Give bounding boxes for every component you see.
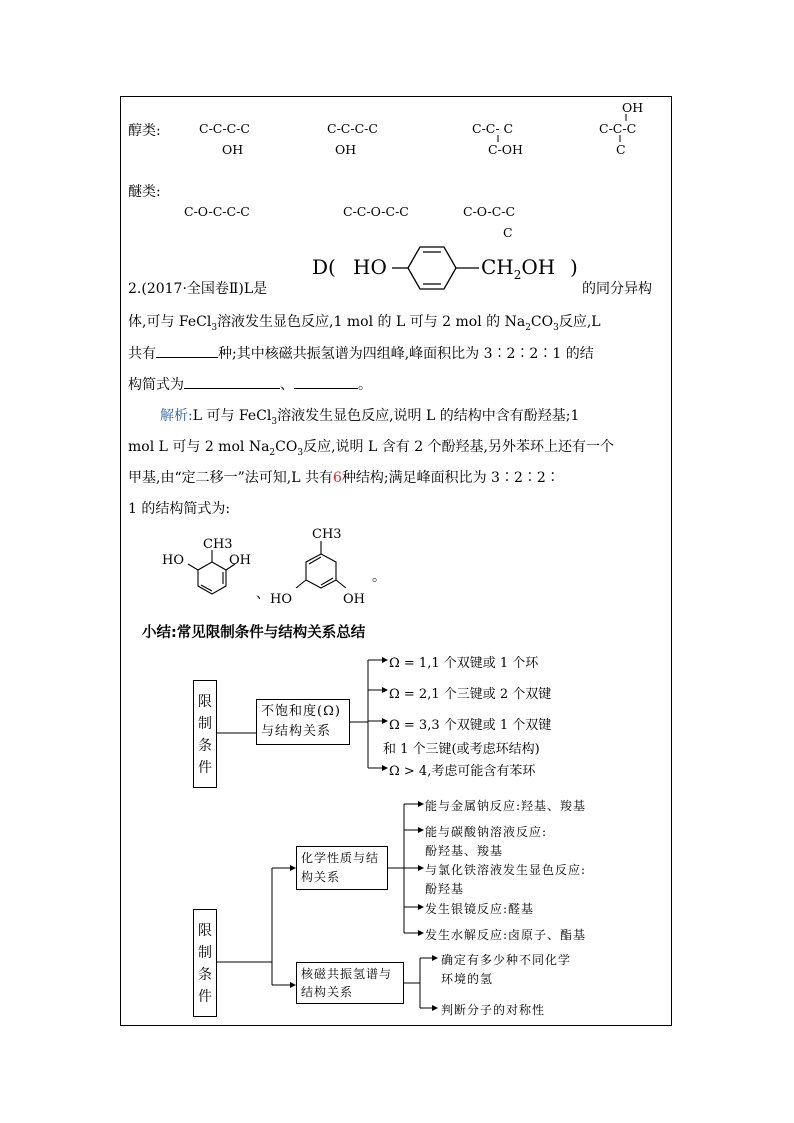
diagram2-node-a-label: 化学性质与结构关系 bbox=[301, 851, 380, 884]
analysis-line-1: 解析:L 可与 FeCl$_3$溶液发生显色反应,说明 L 的结构中含有酚羟基;1 bbox=[160, 408, 580, 427]
alcohol-formula-4-sub: C bbox=[616, 142, 626, 157]
structure-ch2oh: $CH_2OH$ bbox=[481, 255, 556, 282]
alcohols-label: 醇类: bbox=[128, 123, 161, 139]
struct2-oh-left: HO bbox=[270, 592, 292, 607]
struct-end: 。 bbox=[372, 569, 386, 585]
diagram2-item-b2: 环境的氢 bbox=[441, 972, 494, 986]
question-line-2: 体,可与 FeCl$_3$溶液发生显色反应,1 mol 的 L 可与 2 mol 的 $Na_2CO_3$反应,L bbox=[128, 314, 601, 333]
alcohol-formula-1: C-C-C-C bbox=[199, 121, 250, 136]
struct1-oh-left: HO bbox=[162, 553, 184, 568]
diagram1-item-1: Ω = 1,1 个双键或 1 个环 bbox=[389, 656, 539, 671]
struct1-oh-right: OH bbox=[229, 553, 251, 568]
alcohol-formula-3: C-C- C bbox=[472, 121, 514, 136]
analysis-label: 解析: bbox=[160, 408, 193, 424]
struct1-ch3: CH3 bbox=[203, 537, 233, 552]
diagram2-item-b3: 判断分子的对称性 bbox=[441, 1003, 546, 1017]
diagram2-item-a6: 发生银镜反应:醛基 bbox=[425, 902, 535, 916]
diagram2-item-a7: 发生水解反应:卤原子、酯基 bbox=[425, 928, 587, 942]
diagram1-item-4: 和 1 个三键(或考虑环结构) bbox=[383, 742, 540, 757]
ether-formula-3-sub: C bbox=[503, 225, 513, 240]
ether-formula-1: C-O-C-C-C bbox=[184, 204, 250, 219]
question-suffix: 的同分异构 bbox=[582, 281, 652, 297]
struct-separator: 、 bbox=[256, 586, 270, 602]
ether-formula-3: C-O-C-C bbox=[463, 204, 516, 219]
question-prefix: 2.(2017·全国卷Ⅱ)L是 bbox=[128, 281, 268, 297]
analysis-line-2: mol L 可与 2 mol $Na_2CO_3$反应,说明 L 含有 2 个酚羟基,另外苯环上还有一个 bbox=[128, 439, 614, 458]
question-line-3: 共有 种;其中核磁共振氢谱为四组峰,峰面积比为 3∶2∶2∶1 的结 bbox=[128, 342, 594, 363]
diagram2-node-b-label: 核磁共振氢谱与结构关系 bbox=[301, 967, 393, 999]
structure-close: ) bbox=[570, 255, 578, 279]
diagram1-item-3: Ω = 3,3 个双键或 1 个双键 bbox=[389, 718, 552, 733]
summary-title: 小结:常见限制条件与结构关系总结 bbox=[142, 625, 366, 641]
diagram1-item-2: Ω = 2,1 个三键或 2 个双键 bbox=[389, 687, 552, 702]
alcohol-formula-2-sub: OH bbox=[335, 142, 357, 157]
structure-ho: HO bbox=[353, 255, 387, 279]
diagram2-item-a5: 酚羟基 bbox=[425, 882, 465, 896]
alcohol-formula-4: C-C-C bbox=[599, 121, 637, 136]
struct2-oh-right: OH bbox=[343, 592, 365, 607]
alcohol-formula-4-top: OH bbox=[622, 100, 644, 115]
alcohol-formula-2: C-C-C-C bbox=[327, 121, 378, 136]
struct2-ch3: CH3 bbox=[312, 527, 342, 542]
ethers-label: 醚类: bbox=[128, 184, 161, 200]
question-line-4: 构简式为 、 。 bbox=[128, 373, 372, 394]
answer-count: 6 bbox=[332, 470, 342, 486]
diagram1-node-label: 不饱和度(Ω)与结构关系 bbox=[261, 704, 341, 739]
diagram2-item-a4: 与氯化铁溶液发生显色反应: bbox=[425, 863, 587, 877]
diagram2-item-a3: 酚羟基、羧基 bbox=[425, 844, 504, 858]
alcohol-formula-3-sub: C-OH bbox=[488, 142, 523, 157]
diagram1-item-5: Ω > 4,考虑可能含有苯环 bbox=[389, 764, 536, 779]
ether-formula-2: C-C-O-C-C bbox=[343, 204, 409, 219]
diagram2-item-b1: 确定有多少种不同化学 bbox=[441, 953, 572, 967]
analysis-line-4: 1 的结构简式为: bbox=[128, 501, 231, 517]
diagram1-root-label: 限制条件 bbox=[198, 694, 212, 776]
analysis-line-3: 甲基,由“定二移一”法可知,L 共有6种结构;满足峰面积比为 3∶2∶2∶ bbox=[128, 470, 560, 486]
alcohol-formula-1-sub: OH bbox=[222, 142, 244, 157]
diagram2-item-a1: 能与金属钠反应:羟基、羧基 bbox=[425, 799, 587, 813]
structure-letter: D( bbox=[312, 255, 336, 279]
diagram2-root-label: 限制条件 bbox=[198, 923, 212, 1005]
diagram2-item-a2: 能与碳酸钠溶液反应: bbox=[425, 825, 548, 839]
